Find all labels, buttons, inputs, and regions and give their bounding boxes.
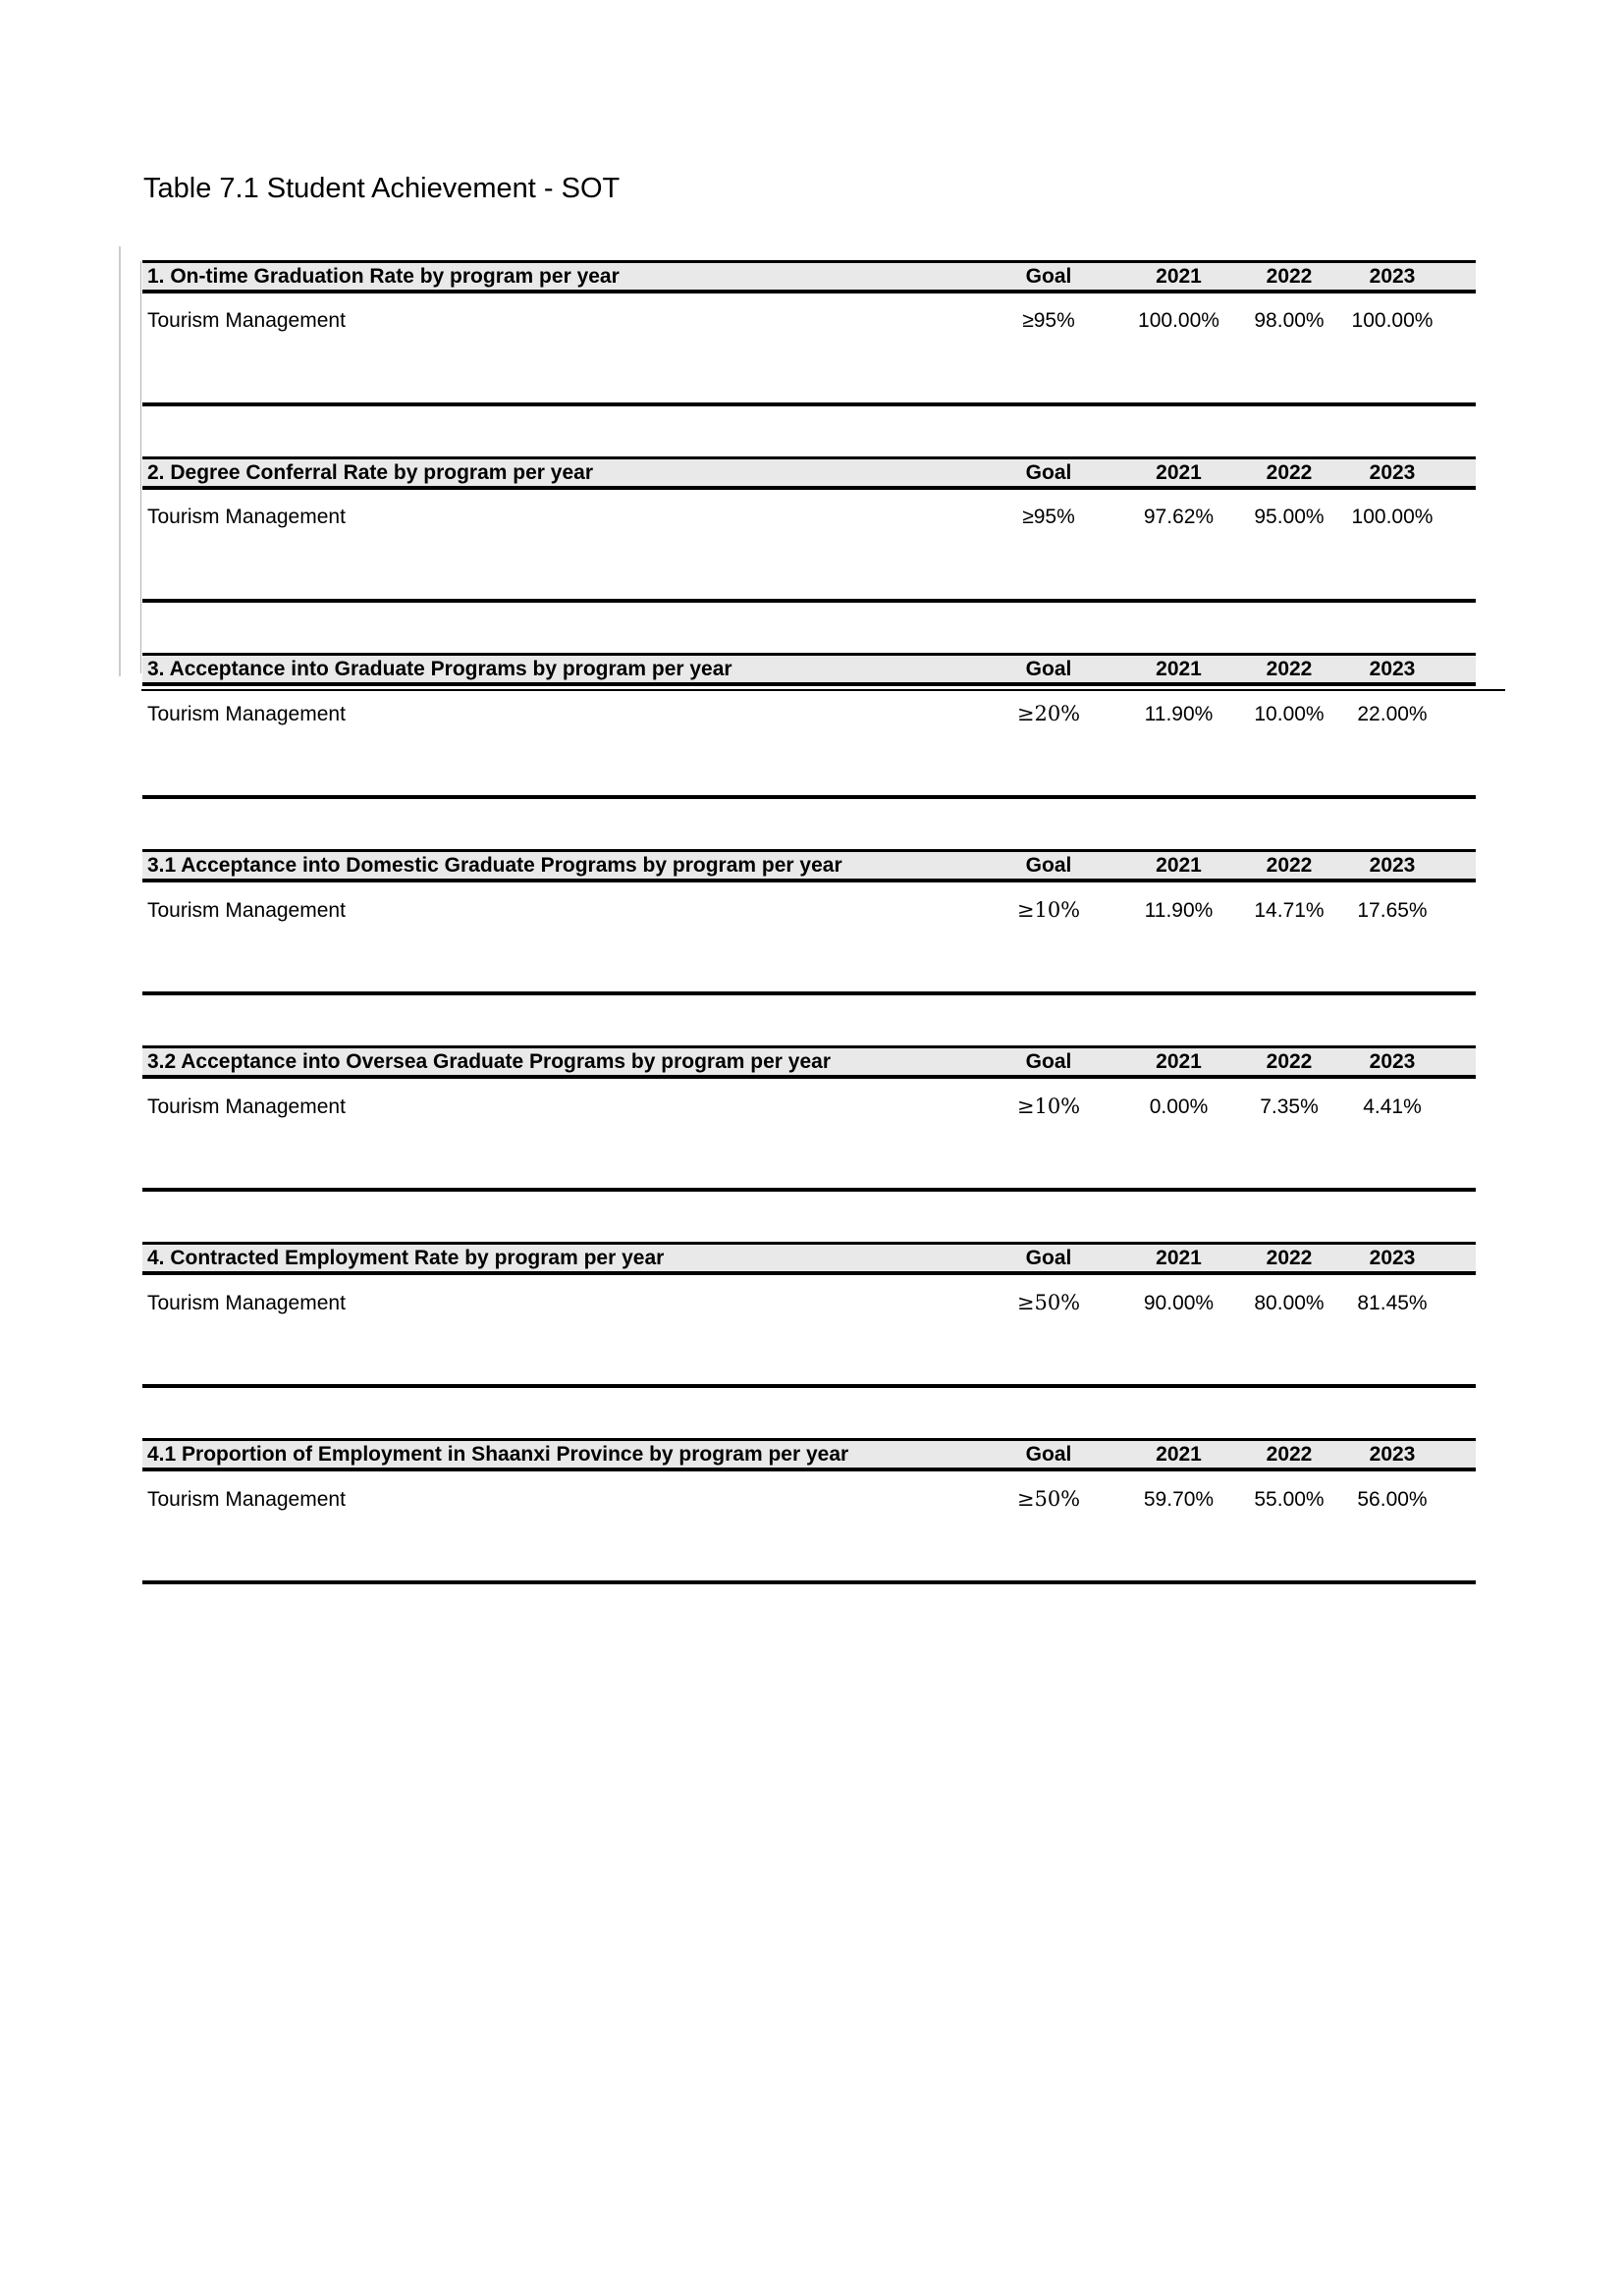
section-domestic-graduate-acceptance [142, 849, 1476, 1006]
column-header-2023: 2023 [1369, 657, 1416, 680]
section-degree-conferral [142, 456, 1476, 614]
column-header-2021: 2021 [1156, 460, 1202, 484]
program-name: Tourism Management [147, 506, 346, 528]
column-header-2022: 2022 [1266, 853, 1313, 877]
section-bottom-rule [142, 795, 1476, 799]
section-header-row [142, 849, 1476, 882]
goal-value: ≥95% [1022, 309, 1075, 332]
table-row [142, 294, 1476, 333]
section-heading: 1. On-time Graduation Rate by program per year [147, 264, 620, 288]
program-name: Tourism Management [147, 1292, 346, 1314]
value-2023: 81.45% [1357, 1292, 1428, 1314]
column-header-goal: Goal [1025, 264, 1072, 288]
value-2022: 14.71% [1254, 899, 1325, 922]
table-row [142, 490, 1476, 529]
section-bottom-rule [142, 1384, 1476, 1388]
program-name: Tourism Management [147, 309, 346, 332]
column-header-2021: 2021 [1156, 1442, 1202, 1466]
section-header-row [142, 653, 1476, 686]
value-2022: 7.35% [1260, 1095, 1319, 1118]
value-2022: 95.00% [1254, 506, 1325, 528]
section-heading: 3.1 Acceptance into Domestic Graduate Programs by program per year [147, 853, 842, 877]
column-header-2023: 2023 [1369, 264, 1416, 288]
value-2023: 100.00% [1351, 506, 1434, 528]
table-row [142, 882, 1476, 923]
value-2023: 17.65% [1357, 899, 1428, 922]
left-gridline-inner [140, 261, 141, 673]
goal-value: ≥50% [1016, 1487, 1081, 1511]
column-header-2023: 2023 [1369, 853, 1416, 877]
section-heading: 2. Degree Conferral Rate by program per year [147, 460, 594, 484]
column-header-goal: Goal [1025, 460, 1072, 484]
column-header-goal: Goal [1025, 1246, 1072, 1269]
section-bottom-rule [142, 1188, 1476, 1192]
value-2021: 11.90% [1144, 899, 1214, 922]
section-header-row [142, 1242, 1476, 1275]
value-2021: 59.70% [1143, 1488, 1215, 1511]
column-header-2022: 2022 [1266, 1246, 1313, 1269]
column-header-2023: 2023 [1369, 460, 1416, 484]
left-gridline-outer [119, 246, 121, 676]
value-2023: 100.00% [1351, 309, 1434, 332]
column-header-2022: 2022 [1266, 264, 1313, 288]
goal-value: ≥95% [1022, 506, 1075, 528]
value-2021: 0.00% [1149, 1095, 1209, 1118]
goal-value: ≥10% [1016, 898, 1081, 922]
program-name: Tourism Management [147, 1488, 346, 1511]
column-header-2021: 2021 [1156, 657, 1202, 680]
value-2022: 80.00% [1254, 1292, 1325, 1314]
column-header-2021: 2021 [1156, 264, 1202, 288]
column-header-2021: 2021 [1156, 1049, 1202, 1073]
column-header-2022: 2022 [1266, 657, 1313, 680]
section-heading: 4. Contracted Employment Rate by program per year [147, 1246, 665, 1269]
table-row [142, 1275, 1476, 1315]
section-header-row [142, 456, 1476, 490]
section-heading: 4.1 Proportion of Employment in Shaanxi Province by program per year [147, 1442, 849, 1466]
column-header-2023: 2023 [1369, 1442, 1416, 1466]
section-bottom-rule [142, 599, 1476, 603]
table-row [142, 1079, 1476, 1119]
goal-value: ≥10% [1016, 1095, 1081, 1118]
section-bottom-rule [142, 991, 1476, 995]
column-header-2021: 2021 [1156, 853, 1202, 877]
section-header-row [142, 1045, 1476, 1079]
table-row [142, 1471, 1476, 1512]
section-heading: 3. Acceptance into Graduate Programs by program per year [147, 657, 732, 680]
column-header-goal: Goal [1025, 657, 1072, 680]
section-bottom-rule [142, 402, 1476, 406]
value-2021: 100.00% [1138, 309, 1219, 332]
page-title: Table 7.1 Student Achievement - SOT [143, 173, 621, 204]
section-heading: 3.2 Acceptance into Oversea Graduate Programs by program per year [147, 1049, 832, 1073]
column-header-2022: 2022 [1266, 1049, 1313, 1073]
value-2022: 98.00% [1254, 309, 1325, 332]
section-bottom-rule [142, 1580, 1476, 1584]
column-header-2022: 2022 [1266, 460, 1313, 484]
value-2022: 55.00% [1254, 1488, 1325, 1511]
column-header-2022: 2022 [1266, 1442, 1313, 1466]
value-2023: 56.00% [1357, 1488, 1428, 1511]
section-contracted-employment [142, 1242, 1476, 1399]
value-2023: 4.41% [1363, 1095, 1422, 1118]
program-name: Tourism Management [147, 703, 346, 725]
section-on-time-graduation [142, 260, 1476, 417]
value-2021: 11.90% [1144, 703, 1214, 725]
section-header-row [142, 1438, 1476, 1471]
goal-value: ≥50% [1016, 1291, 1081, 1314]
value-2021: 97.62% [1143, 506, 1215, 528]
value-2022: 10.00% [1254, 703, 1325, 725]
section-graduate-acceptance [142, 653, 1476, 810]
column-header-goal: Goal [1025, 1442, 1072, 1466]
section-oversea-graduate-acceptance [142, 1045, 1476, 1202]
goal-value: ≥20% [1016, 702, 1081, 725]
value-2023: 22.00% [1357, 703, 1428, 725]
table-row [142, 686, 1476, 726]
section-shaanxi-employment [142, 1438, 1476, 1595]
column-header-goal: Goal [1025, 1049, 1072, 1073]
column-header-2023: 2023 [1369, 1049, 1416, 1073]
program-name: Tourism Management [147, 1095, 346, 1118]
column-header-2023: 2023 [1369, 1246, 1416, 1269]
program-name: Tourism Management [147, 899, 346, 922]
section-header-row [142, 260, 1476, 294]
column-header-goal: Goal [1025, 853, 1072, 877]
column-header-2021: 2021 [1156, 1246, 1202, 1269]
value-2021: 90.00% [1143, 1292, 1215, 1314]
